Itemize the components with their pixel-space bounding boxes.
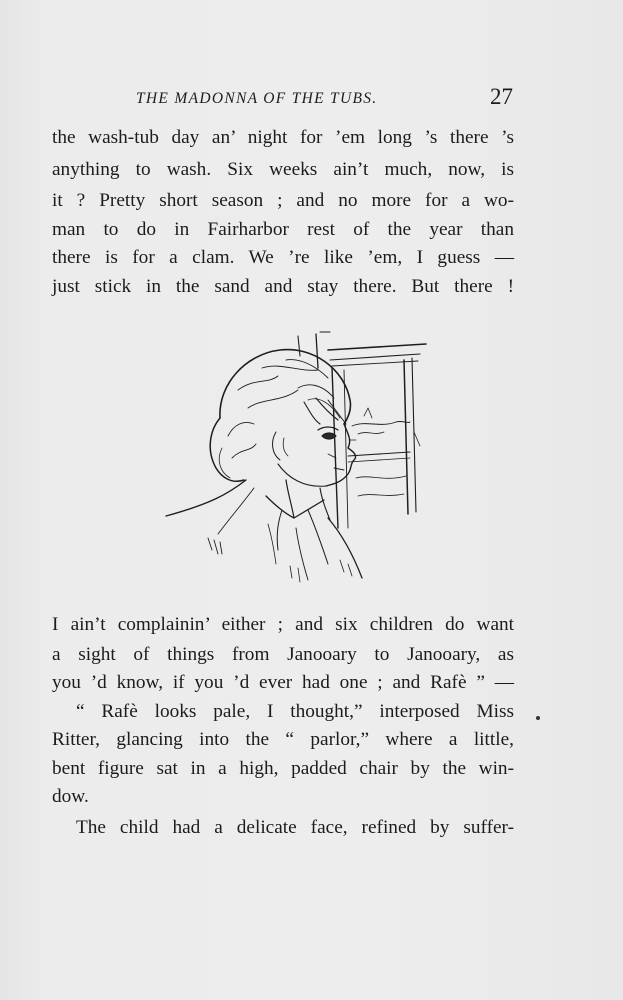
text-line: anything to wash. Six weeks ain’t much, now, is: [52, 159, 514, 180]
text-line: just stick in the sand and stay there. But there !: [52, 276, 514, 297]
ink-speck: [536, 716, 540, 720]
text-line: dow.: [52, 786, 89, 807]
text-line: there is for a clam. We ’re like ’em, I guess —: [52, 247, 514, 268]
text-line: it ? Pretty short season ; and no more for a wo-: [52, 190, 514, 211]
text-line: the wash-tub day an’ night for ’em long ’s there ’s: [52, 127, 514, 148]
text-line: you ’d know, if you ’d ever had one ; and Rafè ” —: [52, 672, 514, 693]
text-line: bent figure sat in a high, padded chair by the win-: [52, 758, 514, 779]
text-line: “ Rafè looks pale, I thought,” interposed Miss: [76, 701, 514, 722]
text-line: Ritter, glancing into the “ parlor,” where a little,: [52, 729, 514, 750]
running-head: THE MADONNA OF THE TUBS.: [136, 90, 378, 107]
text-line: The child had a delicate face, refined by suffer-: [76, 817, 514, 838]
text-line: I ain’t complainin’ either ; and six children do want: [52, 614, 514, 635]
text-line: a sight of things from Janooary to Janooary, as: [52, 644, 514, 665]
text-line: man to do in Fairharbor rest of the year than: [52, 219, 514, 240]
page-number: 27: [490, 84, 513, 109]
child-portrait-sketch-icon: [158, 328, 430, 588]
